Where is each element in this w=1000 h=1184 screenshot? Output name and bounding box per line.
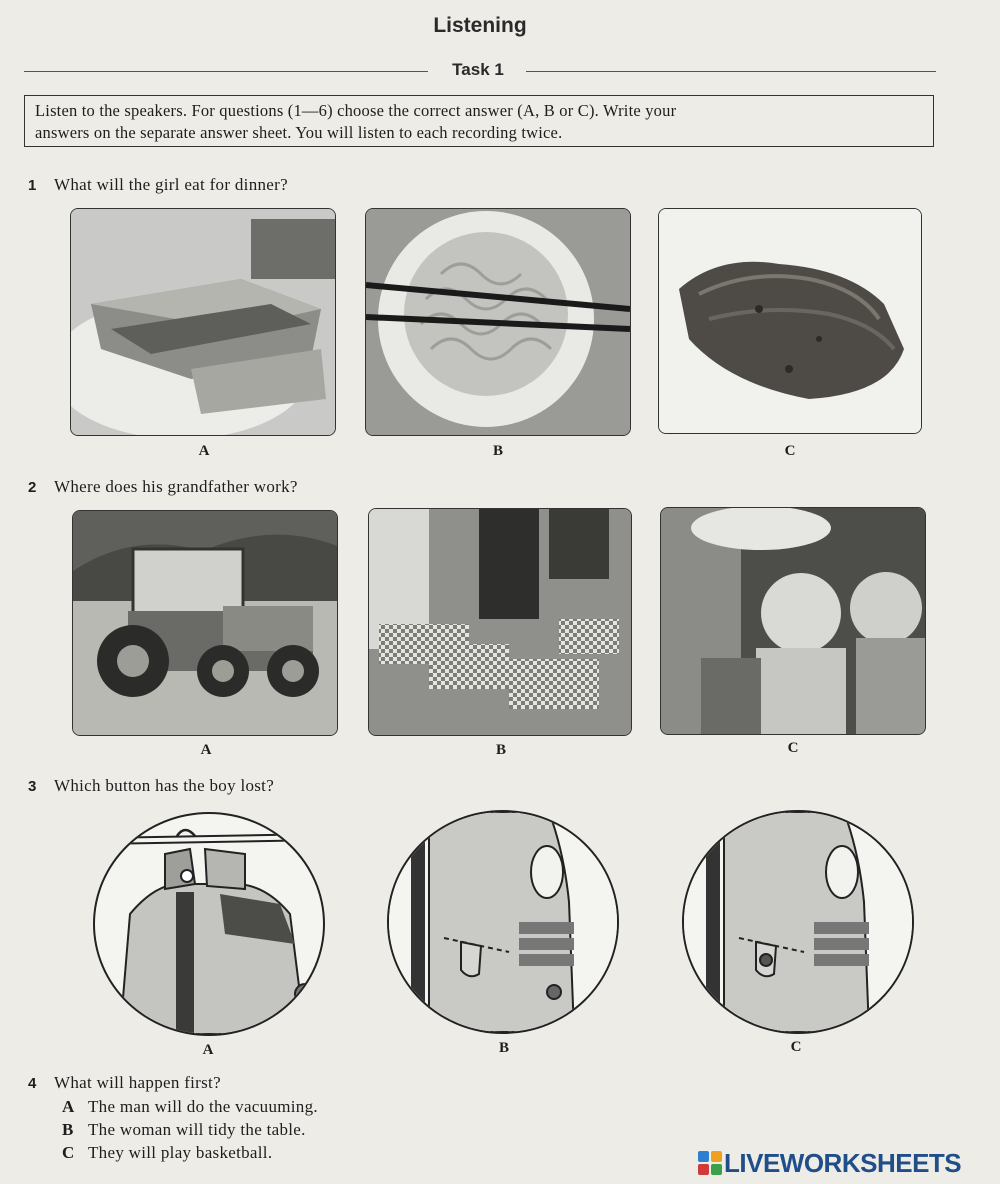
instruction-line-2: answers on the separate answer sheet. You will listen to each recording twice. bbox=[35, 123, 563, 142]
option-letter: C bbox=[787, 740, 799, 756]
answer-text: The man will do the vacuuming. bbox=[88, 1097, 318, 1116]
answer-letter: B bbox=[62, 1120, 74, 1139]
question-number: 4 bbox=[28, 1075, 37, 1092]
instruction-box bbox=[24, 95, 934, 147]
task-divider-right bbox=[526, 71, 936, 72]
question-number: 3 bbox=[28, 778, 37, 795]
question-4 bbox=[28, 1073, 221, 1093]
option-letter: C bbox=[790, 1039, 802, 1055]
liveworksheets-logo-text: LIVEWORKSHEETS bbox=[724, 1147, 962, 1178]
question-text: Where does his grandfather work? bbox=[54, 477, 298, 496]
bread-slices-photo[interactable] bbox=[658, 208, 922, 434]
jacket-pocket-button-drawing[interactable] bbox=[387, 810, 619, 1034]
liveworksheets-logo-icon bbox=[698, 1151, 722, 1175]
answer-letter: A bbox=[62, 1097, 75, 1116]
option-letter: A bbox=[200, 742, 212, 758]
jacket-pocket-flap-button-drawing[interactable] bbox=[682, 810, 914, 1034]
tractor-photo[interactable] bbox=[72, 510, 338, 736]
answer-option-c[interactable] bbox=[62, 1143, 272, 1163]
answer-text: The woman will tidy the table. bbox=[88, 1120, 306, 1139]
question-3 bbox=[28, 776, 274, 796]
task-divider-left bbox=[24, 71, 428, 72]
question-number: 2 bbox=[28, 479, 37, 496]
answer-text: They will play basketball. bbox=[88, 1143, 273, 1162]
option-letter: A bbox=[198, 443, 210, 459]
answer-option-b[interactable] bbox=[62, 1120, 306, 1140]
surgeons-photo[interactable] bbox=[660, 507, 926, 735]
instruction-line-1: Listen to the speakers. For questions (1—6) choose the correct answer (A, B or C). Write your bbox=[35, 101, 677, 120]
question-2 bbox=[28, 477, 298, 497]
option-letter: B bbox=[495, 742, 506, 758]
answer-letter: C bbox=[62, 1143, 75, 1162]
option-letter: C bbox=[784, 443, 796, 459]
option-letter: B bbox=[498, 1040, 509, 1056]
question-text: Which button has the boy lost? bbox=[54, 776, 275, 795]
question-1 bbox=[28, 175, 288, 195]
sandwich-photo[interactable] bbox=[70, 208, 336, 436]
noodles-bowl-photo[interactable] bbox=[365, 208, 631, 436]
liveworksheets-logo bbox=[698, 1148, 961, 1178]
question-text: What will the girl eat for dinner? bbox=[54, 175, 288, 194]
restaurant-tables-photo[interactable] bbox=[368, 508, 632, 736]
option-letter: A bbox=[202, 1042, 214, 1058]
question-text: What will happen first? bbox=[54, 1073, 221, 1092]
page-title: Listening bbox=[433, 14, 527, 37]
question-number: 1 bbox=[28, 177, 37, 194]
answer-option-a[interactable] bbox=[62, 1097, 318, 1117]
option-letter: B bbox=[492, 443, 503, 459]
jacket-collar-button-drawing[interactable] bbox=[93, 812, 325, 1036]
task-label: Task 1 bbox=[452, 60, 504, 79]
